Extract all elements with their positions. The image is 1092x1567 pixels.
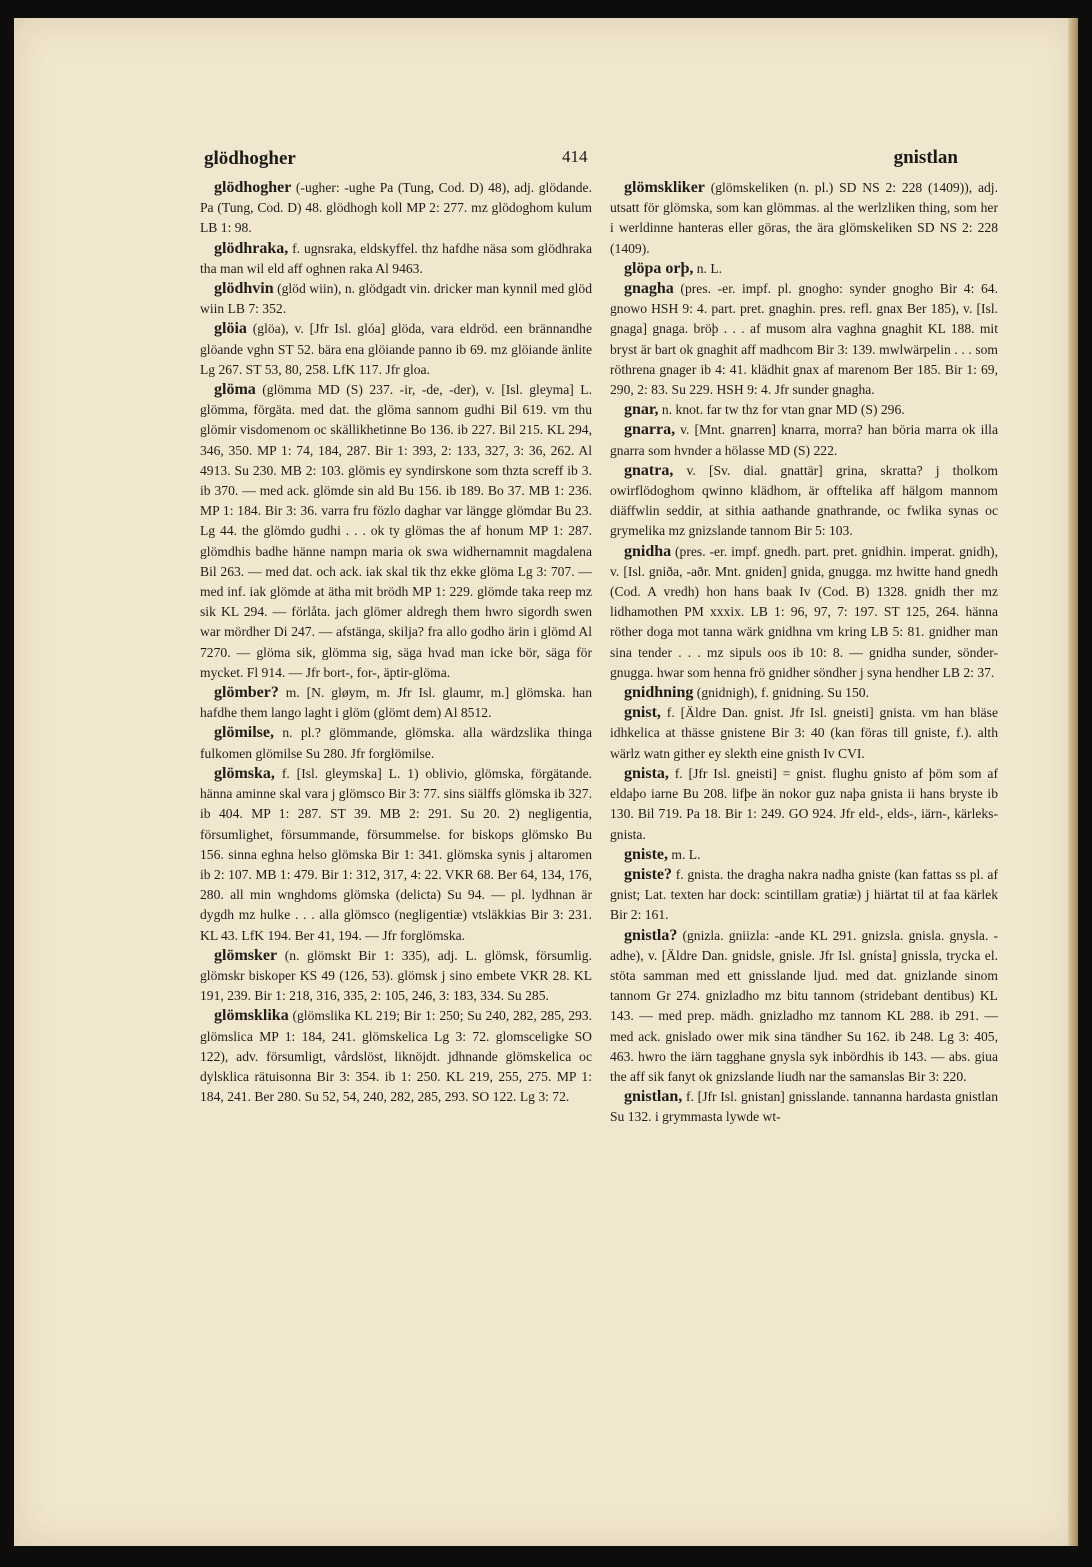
dictionary-entry	[200, 946, 592, 1007]
dictionary-entry	[610, 865, 998, 926]
entry-text: (n. glömskt Bir 1: 335), adj. L. glömsk, försumlig. glömskr biskoper KS 49 (126, 53). glömsk j sino embete VKR 28. KL 191, 239. Bir 1: 218, 316, 335, 2: 105, 246, 3: 183, 334. Su 285.	[200, 947, 592, 1004]
entry-text: f. gnista. the dragha nakra nadha gniste (kan fattas ss pl. af gnist; Lat. texten har dock: scintillam gratiæ) j hiärtat til at faa kärlek Bir 2: 161.	[610, 866, 998, 923]
entry-headword: glöma	[214, 381, 256, 399]
dictionary-entry	[200, 239, 592, 279]
entry-text: n. pl.? glömmande, glömska. alla wärdzslika thinga fulkomen glömilse Su 280. Jfr forglömilse.	[200, 725, 592, 761]
dictionary-entry	[610, 845, 998, 865]
header-left-guideword: glödhogher	[204, 148, 296, 169]
dictionary-entry	[200, 764, 592, 946]
dictionary-entry	[610, 542, 998, 683]
entry-text: m. L.	[668, 846, 701, 862]
entry-text: n. L.	[693, 260, 723, 276]
dictionary-entry	[200, 279, 592, 319]
entry-headword: gnistlan,	[624, 1088, 683, 1106]
dictionary-entry	[610, 400, 998, 420]
entry-headword: gnagha	[624, 280, 674, 298]
dictionary-entry	[610, 279, 998, 400]
entry-text: f. [Äldre Dan. gnist. Jfr Isl. gneisti] gnista. vm han bläse idhkelica at thässe gnistene Bir 3: 40 (kan föras till gniste, f.). alth wärlz watn gither ey slekth eine gnisth Iv CVI.	[610, 705, 998, 761]
entry-headword: gnist,	[624, 704, 661, 722]
dictionary-entry	[610, 461, 998, 542]
page-edge	[1068, 18, 1078, 1546]
entry-headword: glödhvin	[214, 280, 274, 298]
dictionary-entry	[610, 1087, 998, 1127]
entry-headword: gnidha	[624, 542, 672, 560]
entry-text: (glöd wiin), n. glödgadt vin. dricker man kynnil med glöd wiin LB 7: 352.	[200, 281, 592, 317]
dictionary-entry	[200, 1006, 592, 1107]
entry-text: v. [Mnt. gnarren] knarra, morra? han böria marra ok illa gnarra som hvnder a hölasse MD (S) 222.	[610, 422, 998, 458]
entry-text: (gnidnigh), f. gnidning. Su 150.	[693, 685, 869, 701]
entry-text: (-ugher: -ughe Pa (Tung, Cod. D) 48), adj. glödande. Pa (Tung, Cod. D) 48. glödhogh koll MP 2: 277. mz glödoghom kulum LB 1: 98.	[200, 180, 592, 236]
dictionary-entry	[200, 380, 592, 683]
entry-headword: gnarra,	[624, 421, 676, 439]
dictionary-entry	[200, 683, 592, 723]
entry-text: (glöa), v. [Jfr Isl. glóa] glöda, vara eldröd. een brännandhe glöande vghn ST 52. bära ena glöiande panno ib 69. mz glöiande änlite Lg 267. ST 53, 80, 258. LfK 117. Jfr gloa.	[200, 321, 592, 377]
entry-text: n. knot. far tw thz for vtan gnar MD (S) 296.	[658, 402, 905, 418]
entry-text: f. [Jfr Isl. gnistan] gnisslande. tannanna hardasta gnistlan Su 132. i grymmasta lywde wt-	[610, 1089, 998, 1125]
dictionary-entry	[200, 178, 592, 239]
entry-headword: gniste,	[624, 845, 668, 863]
left-column	[200, 178, 592, 1558]
entry-text: (glömskeliken (n. pl.) SD NS 2: 228 (1409)), adj. utsatt för glömska, som kan glömmas. al the werlzliken thing, som her i werldinne hanteras eller göras, the ära glömskeliken SD NS 2: 228 (1409).	[610, 180, 998, 256]
entry-text: (pres. -er. impf. pl. gnogho: synder gnogho Bir 4: 64. gnowo HSH 9: 4. part. pret. gnaghin. pres. refl. gnax Ber 185), v. [Isl. gnaga] gnaga. bröþ . . . af musom alra vaghna gnaghit KL 188. mit bryst är bart ok gnaghit aff madhcom Bir 3: 139. mwlwärpelin . . . som röthrena gnager ib 4: 41. klädhit gnax af marenom Ber 185. Bir 1: 69, 290, 2: 83. Su 229. HSH 9: 4. Jfr sunder gnagha.	[610, 281, 998, 398]
entry-headword: glömsklika	[214, 1007, 289, 1025]
running-header	[14, 128, 1078, 169]
entry-text: (glömslika KL 219; Bir 1: 250; Su 240, 282, 285, 293. glömslica MP 1: 184, 241. glömskelica Lg 3: 72. glomsceligke SO 122), adv. försumligt, vårdslöst, liknöjdt. jdhnande glömskelica oc dylsklica rätuisonna Bir 3: 354. ib 1: 250. KL 219, 255, 275. MP 1: 184, 241. Ber 280. Su 52, 54, 240, 282, 285, 293. SO 122. Lg 3: 72.	[200, 1008, 592, 1105]
entry-headword: glömilse,	[214, 724, 274, 742]
dictionary-entry	[610, 259, 998, 279]
dictionary-entry	[610, 178, 998, 259]
entry-headword: gnista,	[624, 764, 669, 782]
entry-headword: glödhraka,	[214, 239, 289, 257]
entry-headword: gnar,	[624, 401, 659, 419]
entry-headword: glömber?	[214, 684, 279, 702]
entry-headword: gnatra,	[624, 461, 674, 479]
entry-headword: gniste?	[624, 865, 672, 883]
header-right-guideword: gnistlan	[893, 147, 958, 168]
page-number: 414	[562, 147, 588, 166]
entry-text: f. ugnsraka, eldskyffel. thz hafdhe näsa som glödhraka tha man wil eld aff oghnen raka Al 9463.	[200, 240, 592, 276]
entry-text: f. [Isl. gleymska] L. 1) oblivio, glömska, förgätande. hänna aminne skal vara j glömsco Bir 3: 77. sins siälffs glömska ib 327. ib 404. MP 1: 287. ST 39. MB 2: 291. Su 20. 2) negligentia, försumlighet, försummande, försummelse. for biskops glömsko Bu 156. sinna eghna helso glömska Bir 1: 341. glömska synis j altaromen ib 2: 107. MB 1: 479. Bir 1: 312, 317, 4: 22. VKR 68. Ber 64, 134, 176, 280. all min wnghdoms glömska (delicta) Su 94. — pl. lydhnan är dygdh mz hulke . . . alla glömsco (negligentiæ) vtsläkkias Bir 3: 231. KL 43. LfK 194. Ber 41, 194. — Jfr forglömska.	[200, 765, 592, 943]
entry-text: v. [Sv. dial. gnattär] grina, skratta? j tholkom owirflödoghom qwinno klädhom, är offtelika aff hälgom mannom diäffwlin seddir, at sithia aathande gnathrande, oc fwlika synas oc grymelika mz gnizslande tannom Bir 5: 103.	[610, 462, 998, 539]
entry-text: f. [Jfr Isl. gneisti] = gnist. flughu gnisto af þöm som af eldaþo iarne Bu 208. lifþe än nokor guz naþa gnista ii hans bryste ib 130. Bil 719. Pa 18. Bir 1: 249. GO 924. Jfr eld-, elds-, iärn-, kärleks-gnista.	[610, 765, 998, 842]
dictionary-entry	[200, 319, 592, 380]
entry-text: (glömma MD (S) 237. -ir, -de, -der), v. [Isl. gleyma] L. glömma, förgäta. med dat. the glöma sannom gudhi Bil 619. vm thu glömir visdomenom oc skällikhetinne Bo 136. ib 227. Bil 215. KL 294, 346, 350. MP 1: 74, 184, 287. Bir 1: 393, 2: 133, 327, 3: 36, 262. Al 4913. Su 230. MB 2: 103. glömis ey syndirskone som thzta screff ib 3. ib 370. — med ack. glömde sin ald Bu 156. ib 189. Bo 37. MB 1: 236. MP 1: 184. Bir 3: 36. varra fru fözlo daghar var längge glömdar Bu 23. Lg 44. the glömdo gudhi . . . ok ty glömas the af honum MP 1: 287. glömdhis badhe hänne nampn maria ok swa widhernamnit magdalena Bil 263. — med dat. och ack. iak skal tik thz ekke glöma Lg 3: 707. — med inf. iak glömde at ätha mit brödh MP 1: 229. glömde taka reep mz sik KL 294. — förlåta. jach glömer aldregh them hwro sigordh swen war mördher Di 247. — afstänga, skilja? fra allo godho ärin i glömd Al 7270. — glöma sik, glömma sig, säga hvad man icke bör, säga för mycket. Fl 914. — Jfr bort-, for-, äptir-glöma.	[200, 382, 592, 680]
entry-headword: glömska,	[214, 764, 275, 782]
entry-headword: glöpa orþ,	[624, 259, 694, 277]
dictionary-entry	[610, 703, 998, 764]
entry-headword: gnistla?	[624, 926, 678, 944]
entry-text: (pres. -er. impf. gnedh. part. pret. gnidhin. imperat. gnidh), v. [Isl. gniða, -aðr. Mnt. gniden] gnida, gnugga. mz hwitte hand gnedh (Cod. A vredh) hon hans baak Iv (Cod. B) 1328. gnidh ther mz lidhamothen PM xxxix. LB 1: 96, 97, 7: 197. ST 125, 264. hänna röther doga mot tanna wärk gnidhna vm kring LB 5: 81. gnidher man sina tender . . . mz sipuls oos ib 10: 8. — gnidha sunder, sönder-gnugga. hwar som henna frö gnidher söndher j syna hendher LB 2: 37.	[610, 543, 998, 680]
dictionary-entry	[610, 420, 998, 460]
dictionary-entry	[200, 723, 592, 763]
right-column	[610, 178, 998, 1558]
entry-headword: gnidhning	[624, 684, 694, 702]
entry-headword: glömsker	[214, 946, 278, 964]
dictionary-entry	[610, 926, 998, 1088]
dictionary-entry	[610, 764, 998, 845]
entry-headword: glöia	[214, 320, 247, 338]
entry-text: (gnizla. gniizla: -ande KL 291. gnizsla. gnisla. gnysla. -adhe), v. [Äldre Dan. gnidsle, gnisle. Jfr Isl. gnísta] gnissla, trycka el. stöta samman med ett gnisslande ljud. med dat. gnizlande sinom tannom Gr 274. gnizladho mz bitu tannom (stridebant dentibus) KL 143. — med prep. mädh. gnizladho mz tannom KL 288. ib 291. — med ack. gnislado ower mik sina tändher Su 162. ib 248. Lg 3: 405, 463. hwro the iärn tagghane gnysla syk inbördhis ib 143. — abs. giua the aff sik fanyt ok gnizslande liudh nar the samanslas Bir 3: 220.	[610, 927, 998, 1084]
entry-headword: glödhogher	[214, 179, 292, 196]
book-page	[14, 18, 1078, 1546]
entry-headword: glömskliker	[624, 179, 705, 196]
dictionary-entry	[610, 683, 998, 703]
entry-text: m. [N. gløym, m. Jfr Isl. glaumr, m.] glömska. han hafdhe them lango laght i glöm (glömt dem) Al 8512.	[200, 685, 592, 721]
